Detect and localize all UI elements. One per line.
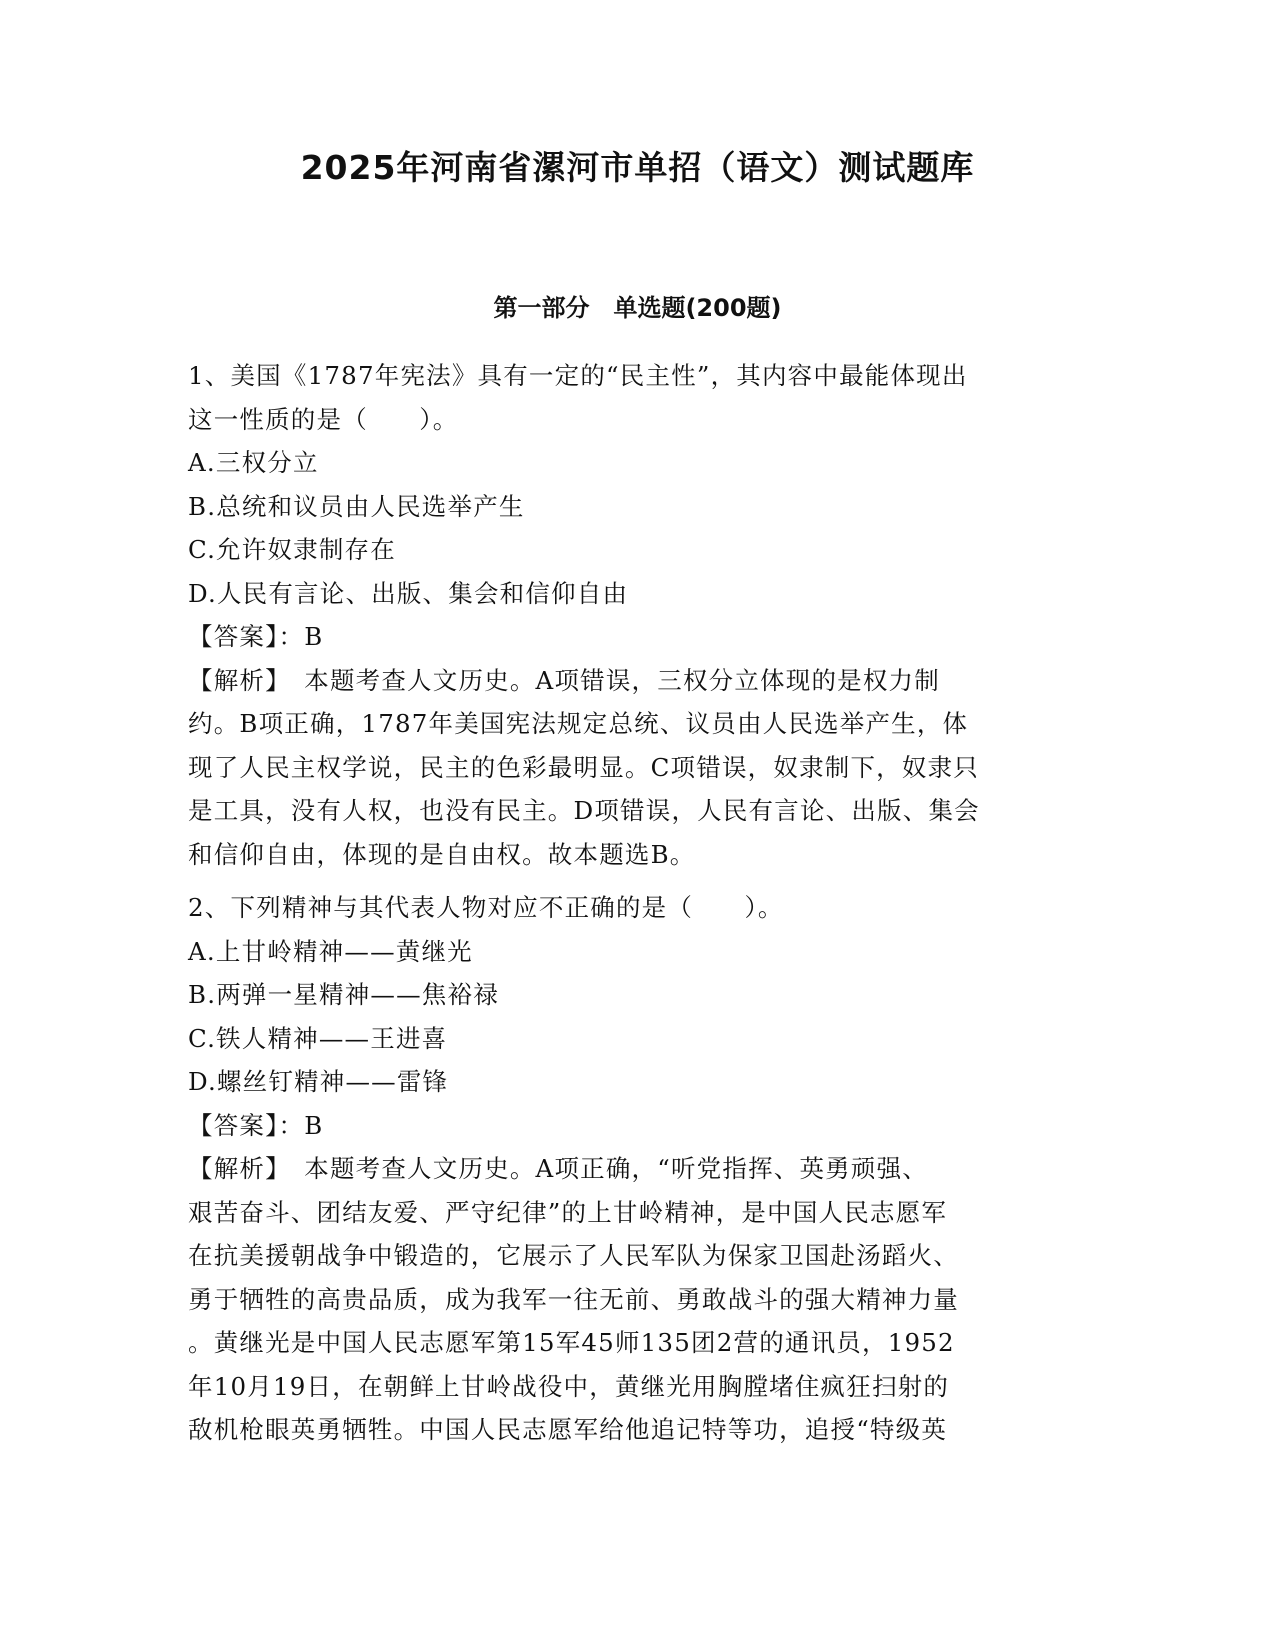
question-item — [188, 886, 1088, 1452]
option-b: B.两弹一星精神——焦裕禄 — [188, 980, 499, 1009]
option-c: C.铁人精神——王进喜 — [188, 1023, 448, 1053]
analysis-line: 和信仰自由，体现的是自由权。故本题选B。 — [188, 839, 696, 869]
analysis-line — [188, 1147, 1088, 1191]
analysis-text: 本题考查人文历史。A项正确，“听党指挥、英勇顽强、 — [278, 1154, 928, 1183]
analysis-line: 艰苦奋斗、团结友爱、严守纪律”的上甘岭精神，是中国人民志愿军 — [188, 1197, 948, 1227]
analysis-line: 在抗美援朝战争中锻造的，它展示了人民军队为保家卫国赴汤蹈火、 — [188, 1241, 959, 1270]
analysis-line: 约。B项正确，1787年美国宪法规定总统、议员由人民选举产生，体 — [188, 709, 969, 738]
analysis-label: 【解析】 — [188, 1154, 279, 1183]
answer-line — [188, 615, 1088, 659]
answer-line — [188, 1104, 1088, 1148]
option-d: D.人民有言论、出版、集会和信仰自由 — [188, 578, 629, 608]
analysis-line: 敌机枪眼英勇牺牲。中国人民志愿军给他追记特等功，追授“特级英 — [188, 1415, 948, 1444]
question-stem-line: 2、下列精神与其代表人物对应不正确的是（ ）。 — [188, 893, 784, 922]
analysis-text: 本题考查人文历史。A项错误，三权分立体现的是权力制 — [278, 665, 940, 695]
question-item — [188, 354, 1088, 876]
option-d: D.螺丝钉精神——雷锋 — [188, 1067, 449, 1096]
option-c: C.允许奴隶制存在 — [188, 535, 396, 564]
analysis-label: 【解析】 — [188, 665, 279, 695]
section-heading: 第一部分 单选题(200题) — [493, 294, 782, 322]
question-stem-line: 1、美国《1787年宪法》具有一定的“民主性”，其内容中最能体现出 — [188, 361, 968, 390]
analysis-line: 勇于牺牲的高贵品质，成为我军一往无前、勇敢战斗的强大精神力量 — [188, 1284, 959, 1314]
answer-label: 【答案】： — [188, 622, 305, 651]
analysis-line: 。黄继光是中国人民志愿军第15军45师135团2营的通讯员，1952 — [188, 1328, 955, 1357]
analysis-line: 年10月19日，在朝鲜上甘岭战役中，黄继光用胸膛堵住疯狂扫射的 — [188, 1371, 950, 1401]
answer-label: 【答案】： — [188, 1110, 305, 1140]
question-stem-line: 这一性质的是（ ）。 — [188, 404, 459, 434]
document-title: 2025年河南省漯河市单招（语文）测试题库 — [300, 148, 975, 187]
analysis-line — [188, 659, 1088, 703]
option-a: A.三权分立 — [188, 448, 319, 477]
answer-value: B — [304, 1110, 324, 1140]
question-list — [188, 354, 1088, 1462]
option-a: A.上甘岭精神——黄继光 — [188, 936, 473, 966]
analysis-line: 是工具，没有人权，也没有民主。D项错误，人民有言论、出版、集会 — [188, 796, 980, 825]
answer-value: B — [304, 622, 324, 651]
option-b: B.总统和议员由人民选举产生 — [188, 491, 525, 521]
analysis-line: 现了人民主权学说，民主的色彩最明显。C项错误，奴隶制下，奴隶只 — [188, 752, 979, 782]
